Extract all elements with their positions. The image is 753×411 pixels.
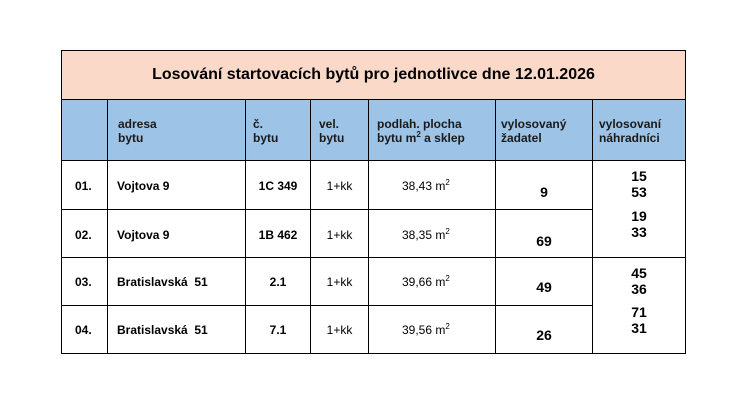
grid-line [245, 100, 246, 353]
row-address: Bratislavská 51 [117, 323, 208, 337]
substitute-number: 33 [631, 224, 647, 240]
grid-line [495, 100, 496, 353]
header-address [118, 117, 157, 145]
header-address-line2: bytu [118, 131, 144, 145]
substitute-number: 36 [631, 281, 647, 297]
row-drawn-applicant: 49 [536, 279, 552, 295]
row-divider [62, 209, 593, 210]
row-address: Vojtova 9 [117, 228, 170, 242]
header-area-sup: 2 [416, 130, 421, 139]
substitute-number: 71 [631, 304, 647, 320]
lottery-table [61, 50, 686, 354]
header-size-line1: vel. [319, 117, 340, 131]
header-area-line2-b: a sklep [420, 131, 465, 145]
grid-line [310, 100, 311, 353]
row-flat-number: 7.1 [269, 323, 287, 337]
header-area-line1: podlah. plocha [377, 117, 462, 131]
header-area [377, 117, 465, 145]
row-area-value: 38,43 m [402, 179, 446, 193]
row-size: 1+kk [326, 275, 353, 289]
row-address: Bratislavská 51 [117, 275, 208, 289]
substitute-number: 53 [631, 184, 647, 200]
grid-line [368, 100, 369, 353]
row-drawn-applicant: 9 [540, 184, 548, 200]
header-size [319, 117, 344, 145]
substitute-number: 31 [631, 320, 647, 336]
row-flat-number: 1B 462 [258, 228, 298, 242]
row-index: 02. [75, 228, 92, 242]
header-number-line2: bytu [253, 131, 279, 145]
header-subs-line2: náhradníci [599, 131, 660, 145]
grid-line [107, 100, 108, 353]
row-area-value: 38,35 m [402, 228, 446, 242]
header-drawn-line2: žadatel [501, 131, 542, 145]
row-area-sup: 2 [445, 274, 450, 283]
header-subs-line1: vylosovaní [599, 117, 662, 131]
row-index: 03. [75, 275, 92, 289]
substitute-number: 45 [631, 265, 647, 281]
row-address: Vojtova 9 [117, 179, 170, 193]
row-area [402, 228, 450, 242]
row-area-sup: 2 [445, 178, 450, 187]
header-address-line1: adresa [118, 117, 157, 131]
row-area-sup: 2 [445, 322, 450, 331]
row-index: 01. [75, 179, 92, 193]
header-number-line1: č. [253, 117, 264, 131]
header-drawn-applicant [501, 117, 566, 145]
header-size-line2: bytu [319, 131, 345, 145]
row-drawn-applicant: 69 [536, 233, 552, 249]
header-substitutes [599, 117, 661, 145]
row-area-sup: 2 [445, 227, 450, 236]
row-divider [62, 257, 685, 258]
table-title: Losování startovacích bytů pro jednotlivce dne 12.01.2026 [62, 51, 685, 100]
substitute-number: 19 [631, 208, 647, 224]
row-area [402, 275, 450, 289]
row-area [402, 323, 450, 337]
row-size: 1+kk [326, 228, 353, 242]
row-flat-number: 2.1 [269, 275, 287, 289]
row-area-value: 39,56 m [402, 323, 446, 337]
row-flat-number: 1C 349 [258, 179, 298, 193]
row-divider [62, 305, 593, 306]
substitute-number: 15 [631, 168, 647, 184]
row-index: 04. [75, 323, 92, 337]
row-drawn-applicant: 26 [536, 327, 552, 343]
row-size: 1+kk [326, 323, 353, 337]
row-area-value: 39,66 m [402, 275, 446, 289]
row-area [402, 179, 450, 193]
header-flat-number [253, 117, 278, 145]
row-size: 1+kk [326, 179, 353, 193]
header-area-line2 [377, 131, 465, 145]
header-area-line2-a: bytu m [377, 131, 417, 145]
header-drawn-line1: vylosovaný [501, 117, 567, 131]
